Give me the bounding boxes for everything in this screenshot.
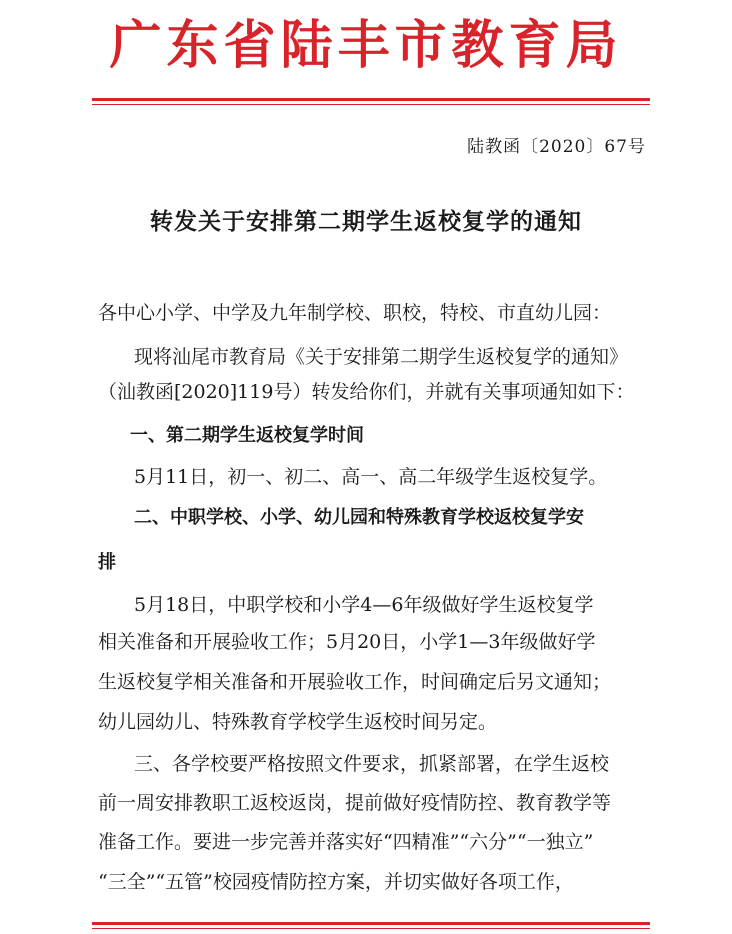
body-line: 三、各学校要严格按照文件要求，抓紧部署，在学生返校 bbox=[134, 753, 610, 775]
footer-rule-thin bbox=[92, 928, 650, 929]
addressee-line: 各中心小学、中学及九年制学校、职校，特校、市直幼儿园： bbox=[98, 302, 612, 324]
section-heading-2-cont: 排 bbox=[98, 552, 116, 573]
body-line: 5月11日，初一、初二、高一、高二年级学生返校复学。 bbox=[134, 466, 608, 488]
body-line: “三全”“五管”校园疫情防控方案，并切实做好各项工作， bbox=[98, 871, 574, 893]
body-line: 生返校复学相关准备和开展验收工作，时间确定后另文通知； bbox=[98, 671, 612, 693]
footer-rule-thick bbox=[92, 922, 650, 925]
document-number: 陆教函〔2020〕67号 bbox=[467, 137, 646, 157]
section-heading-2: 二、中职学校、小学、幼儿园和特殊教育学校返校复学安 bbox=[134, 507, 584, 528]
body-line: 5月18日，中职学校和小学4—6年级做好学生返校复学 bbox=[134, 594, 594, 616]
letterhead-rule-thick bbox=[92, 98, 650, 101]
notice-title: 转发关于安排第二期学生返校复学的通知 bbox=[150, 209, 582, 235]
body-line: 前一周安排教职工返校返岗，提前做好疫情防控、教育教学等 bbox=[98, 792, 612, 814]
body-line: 现将汕尾市教育局《关于安排第二期学生返校复学的通知》 bbox=[134, 346, 629, 368]
body-line: 相关准备和开展验收工作；5月20日，小学1—3年级做好学 bbox=[98, 631, 596, 653]
agency-letterhead: 广东省陆丰市教育局 bbox=[109, 16, 623, 76]
section-heading-1: 一、第二期学生返校复学时间 bbox=[130, 425, 364, 446]
letterhead-rule-thin bbox=[92, 104, 650, 105]
body-line: （汕教函[2020]119号）转发给你们，并就有关事项通知如下： bbox=[98, 381, 635, 403]
body-line: 幼儿园幼儿、特殊教育学校学生返校时间另定。 bbox=[98, 711, 498, 733]
body-line: 准备工作。要进一步完善并落实好“四精准”“六分”“一独立” bbox=[98, 831, 594, 853]
